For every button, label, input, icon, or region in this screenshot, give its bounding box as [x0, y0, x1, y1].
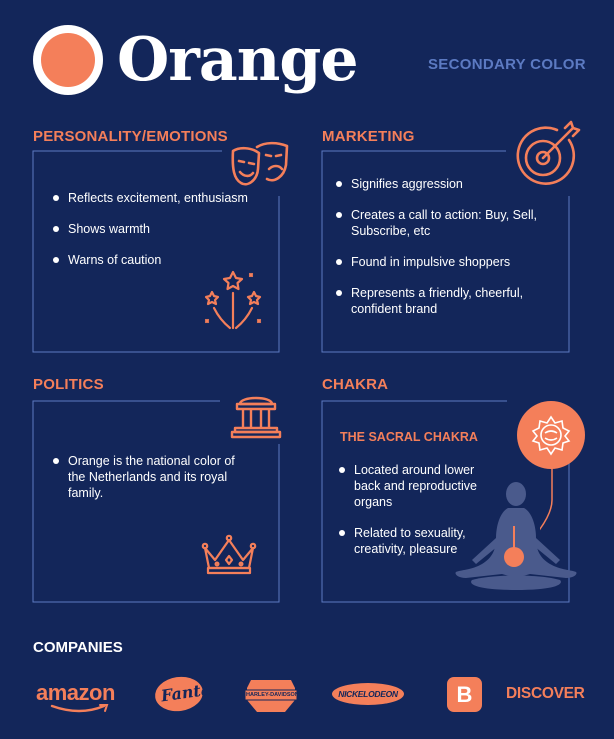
list-item: Located around lower back and reproductive organs — [339, 462, 499, 510]
list-item: Shows warmth — [53, 221, 263, 237]
sacral-chakra-heading: THE SACRAL CHAKRA — [340, 430, 478, 444]
sacral-chakra-icon — [517, 401, 585, 469]
companies-title: COMPANIES — [33, 639, 123, 656]
discover-logo: DISCOVER — [506, 685, 585, 702]
crown-icon — [201, 534, 257, 576]
page-subtitle: SECONDARY COLOR — [428, 56, 586, 73]
chakra-connector — [540, 460, 560, 556]
politics-list — [53, 453, 253, 516]
fireworks-icon — [200, 268, 266, 334]
list-item: Reflects excitement, enthusiasm — [53, 190, 263, 206]
amazon-smile-icon — [50, 704, 110, 714]
blogger-logo: B — [447, 677, 482, 712]
sacral-chakra-dot — [504, 547, 524, 567]
government-building-icon — [230, 390, 282, 440]
page-title: Orange — [117, 25, 358, 95]
nickelodeon-logo: NICKELODEON — [332, 683, 404, 705]
list-item: Found in impulsive shoppers — [336, 254, 556, 270]
harley-davidson-logo: HARLEY-DAVIDSON — [245, 678, 297, 714]
chakra-list — [339, 462, 499, 572]
list-item: Represents a friendly, cheerful, confident brand — [336, 285, 556, 317]
fanta-logo: Fanta — [153, 674, 205, 714]
sacral-chakra-badge — [517, 401, 585, 469]
chakra-title: CHAKRA — [322, 376, 389, 393]
list-item: Warns of caution — [53, 252, 263, 268]
list-item: Creates a call to action: Buy, Sell, Subscribe, etc — [336, 207, 556, 239]
list-item: Signifies aggression — [336, 176, 556, 192]
personality-title: PERSONALITY/EMOTIONS — [33, 128, 228, 145]
amazon-logo: amazon — [36, 680, 115, 706]
list-item: Orange is the national color of the Netherlands and its royal family. — [53, 453, 253, 501]
list-item: Related to sexuality, creativity, pleasure — [339, 525, 499, 557]
marketing-title: MARKETING — [322, 128, 415, 145]
politics-title: POLITICS — [33, 376, 104, 393]
marketing-list — [336, 176, 556, 332]
theater-masks-icon — [229, 139, 291, 191]
